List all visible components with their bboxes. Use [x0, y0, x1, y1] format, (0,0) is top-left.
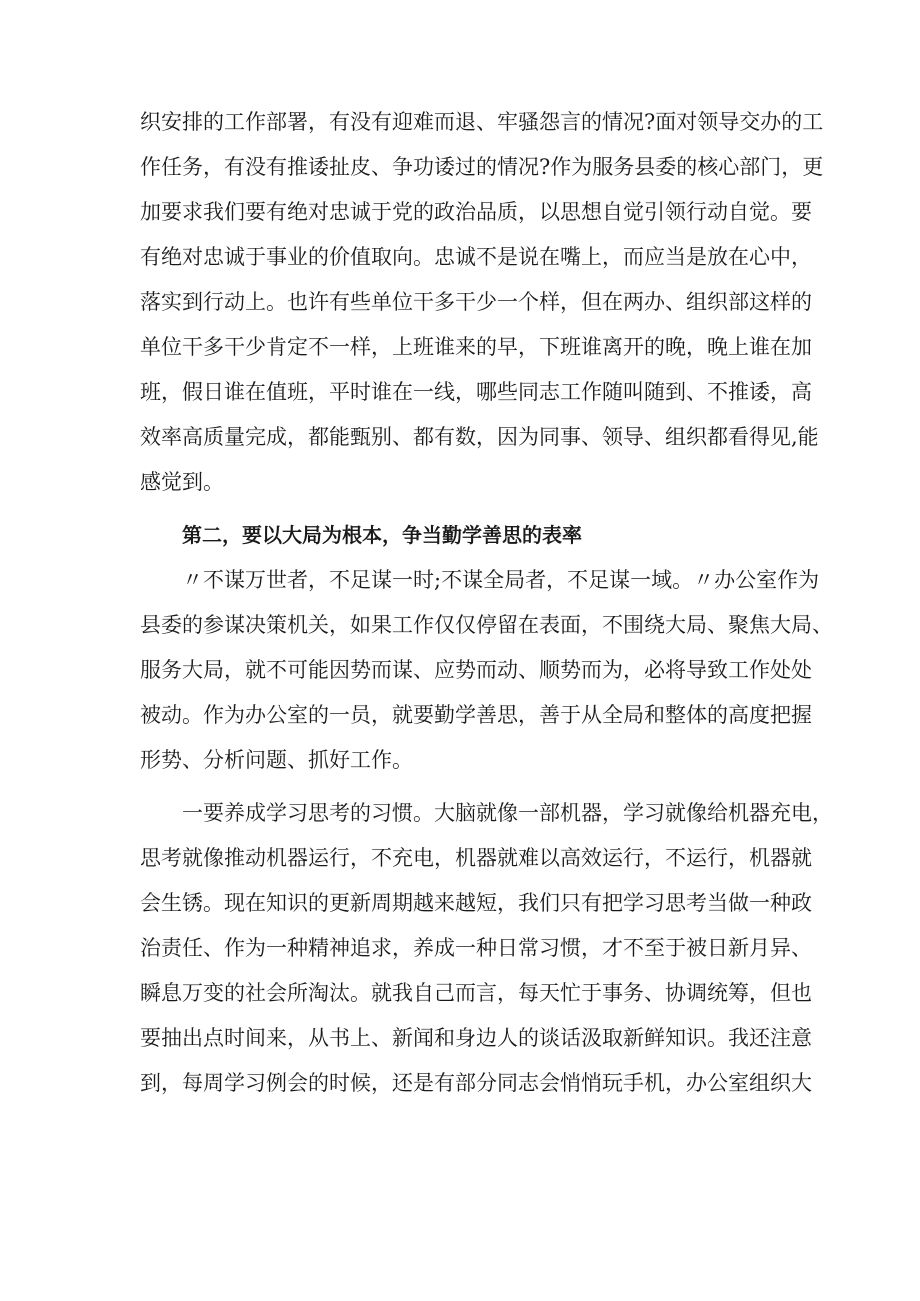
section-heading: 第二，要以大局为根本，争当勤学善思的表率 — [182, 523, 582, 547]
text-line: 有绝对忠诚于事业的价值取向。忠诚不是说在嘴上，而应当是放在心中， — [140, 245, 812, 269]
spacer — [140, 505, 800, 513]
text-line: 落实到行动上。也许有些单位干多干少一个样，但在两办、组织部这样的 — [140, 290, 812, 314]
text-line: 效率高质量完成，都能甄别、都有数，因为同事、领导、组织都看得见,能 — [140, 425, 819, 449]
text-line: 感觉到。 — [140, 470, 224, 494]
text-line: 要抽出点时间来，从书上、新闻和身边人的谈话汲取新鲜知识。我还注意 — [140, 1026, 812, 1050]
text-line: 服务大局，就不可能因势而谋、应势而动、顺势而为，必将导致工作处处 — [140, 658, 812, 682]
text-line: 县委的参谋决策机关，如果工作仅仅停留在表面，不围绕大局、聚焦大局、 — [140, 613, 833, 637]
text-line: 织安排的工作部署，有没有迎难而退、牢骚怨言的情况?面对领导交办的工 — [140, 110, 824, 134]
text-line: 单位干多干少肯定不一样，上班谁来的早，下班谁离开的晚，晚上谁在加 — [140, 335, 812, 359]
text-line: 会生锈。现在知识的更新周期越来越短，我们只有把学习思考当做一种政 — [140, 891, 812, 915]
text-line: 〃不谋万世者，不足谋一时;不谋全局者，不足谋一域。〃办公室作为 — [182, 568, 820, 592]
text-line: 瞬息万变的社会所淘汰。就我自己而言，每天忙于事务、协调统筹，但也 — [140, 981, 812, 1005]
text-line: 一要养成学习思考的习惯。大脑就像一部机器，学习就像给机器充电， — [182, 801, 833, 825]
text-line: 作任务，有没有推诿扯皮、争功诿过的情况?作为服务县委的核心部门，更 — [140, 155, 824, 179]
text-line: 班，假日谁在值班，平时谁在一线，哪些同志工作随叫随到、不推诿，高 — [140, 380, 812, 404]
text-line: 治责任、作为一种精神追求，养成一种日常习惯，才不至于被日新月异、 — [140, 936, 812, 960]
document-body — [140, 100, 833, 1106]
paragraph-2 — [140, 558, 833, 783]
paragraph-3 — [140, 791, 833, 1106]
text-line: 到，每周学习例会的时候，还是有部分同志会悄悄玩手机，办公室组织大 — [140, 1071, 812, 1095]
text-line: 加要求我们要有绝对忠诚于党的政治品质，以思想自觉引领行动自觉。要 — [140, 200, 812, 224]
paragraph-1 — [140, 100, 824, 505]
spacer — [140, 783, 800, 791]
text-line: 形势、分析问题、抓好工作。 — [140, 748, 413, 772]
text-line: 思考就像推动机器运行，不充电，机器就难以高效运行，不运行，机器就 — [140, 846, 812, 870]
text-line: 被动。作为办公室的一员，就要勤学善思，善于从全局和整体的高度把握 — [140, 703, 812, 727]
